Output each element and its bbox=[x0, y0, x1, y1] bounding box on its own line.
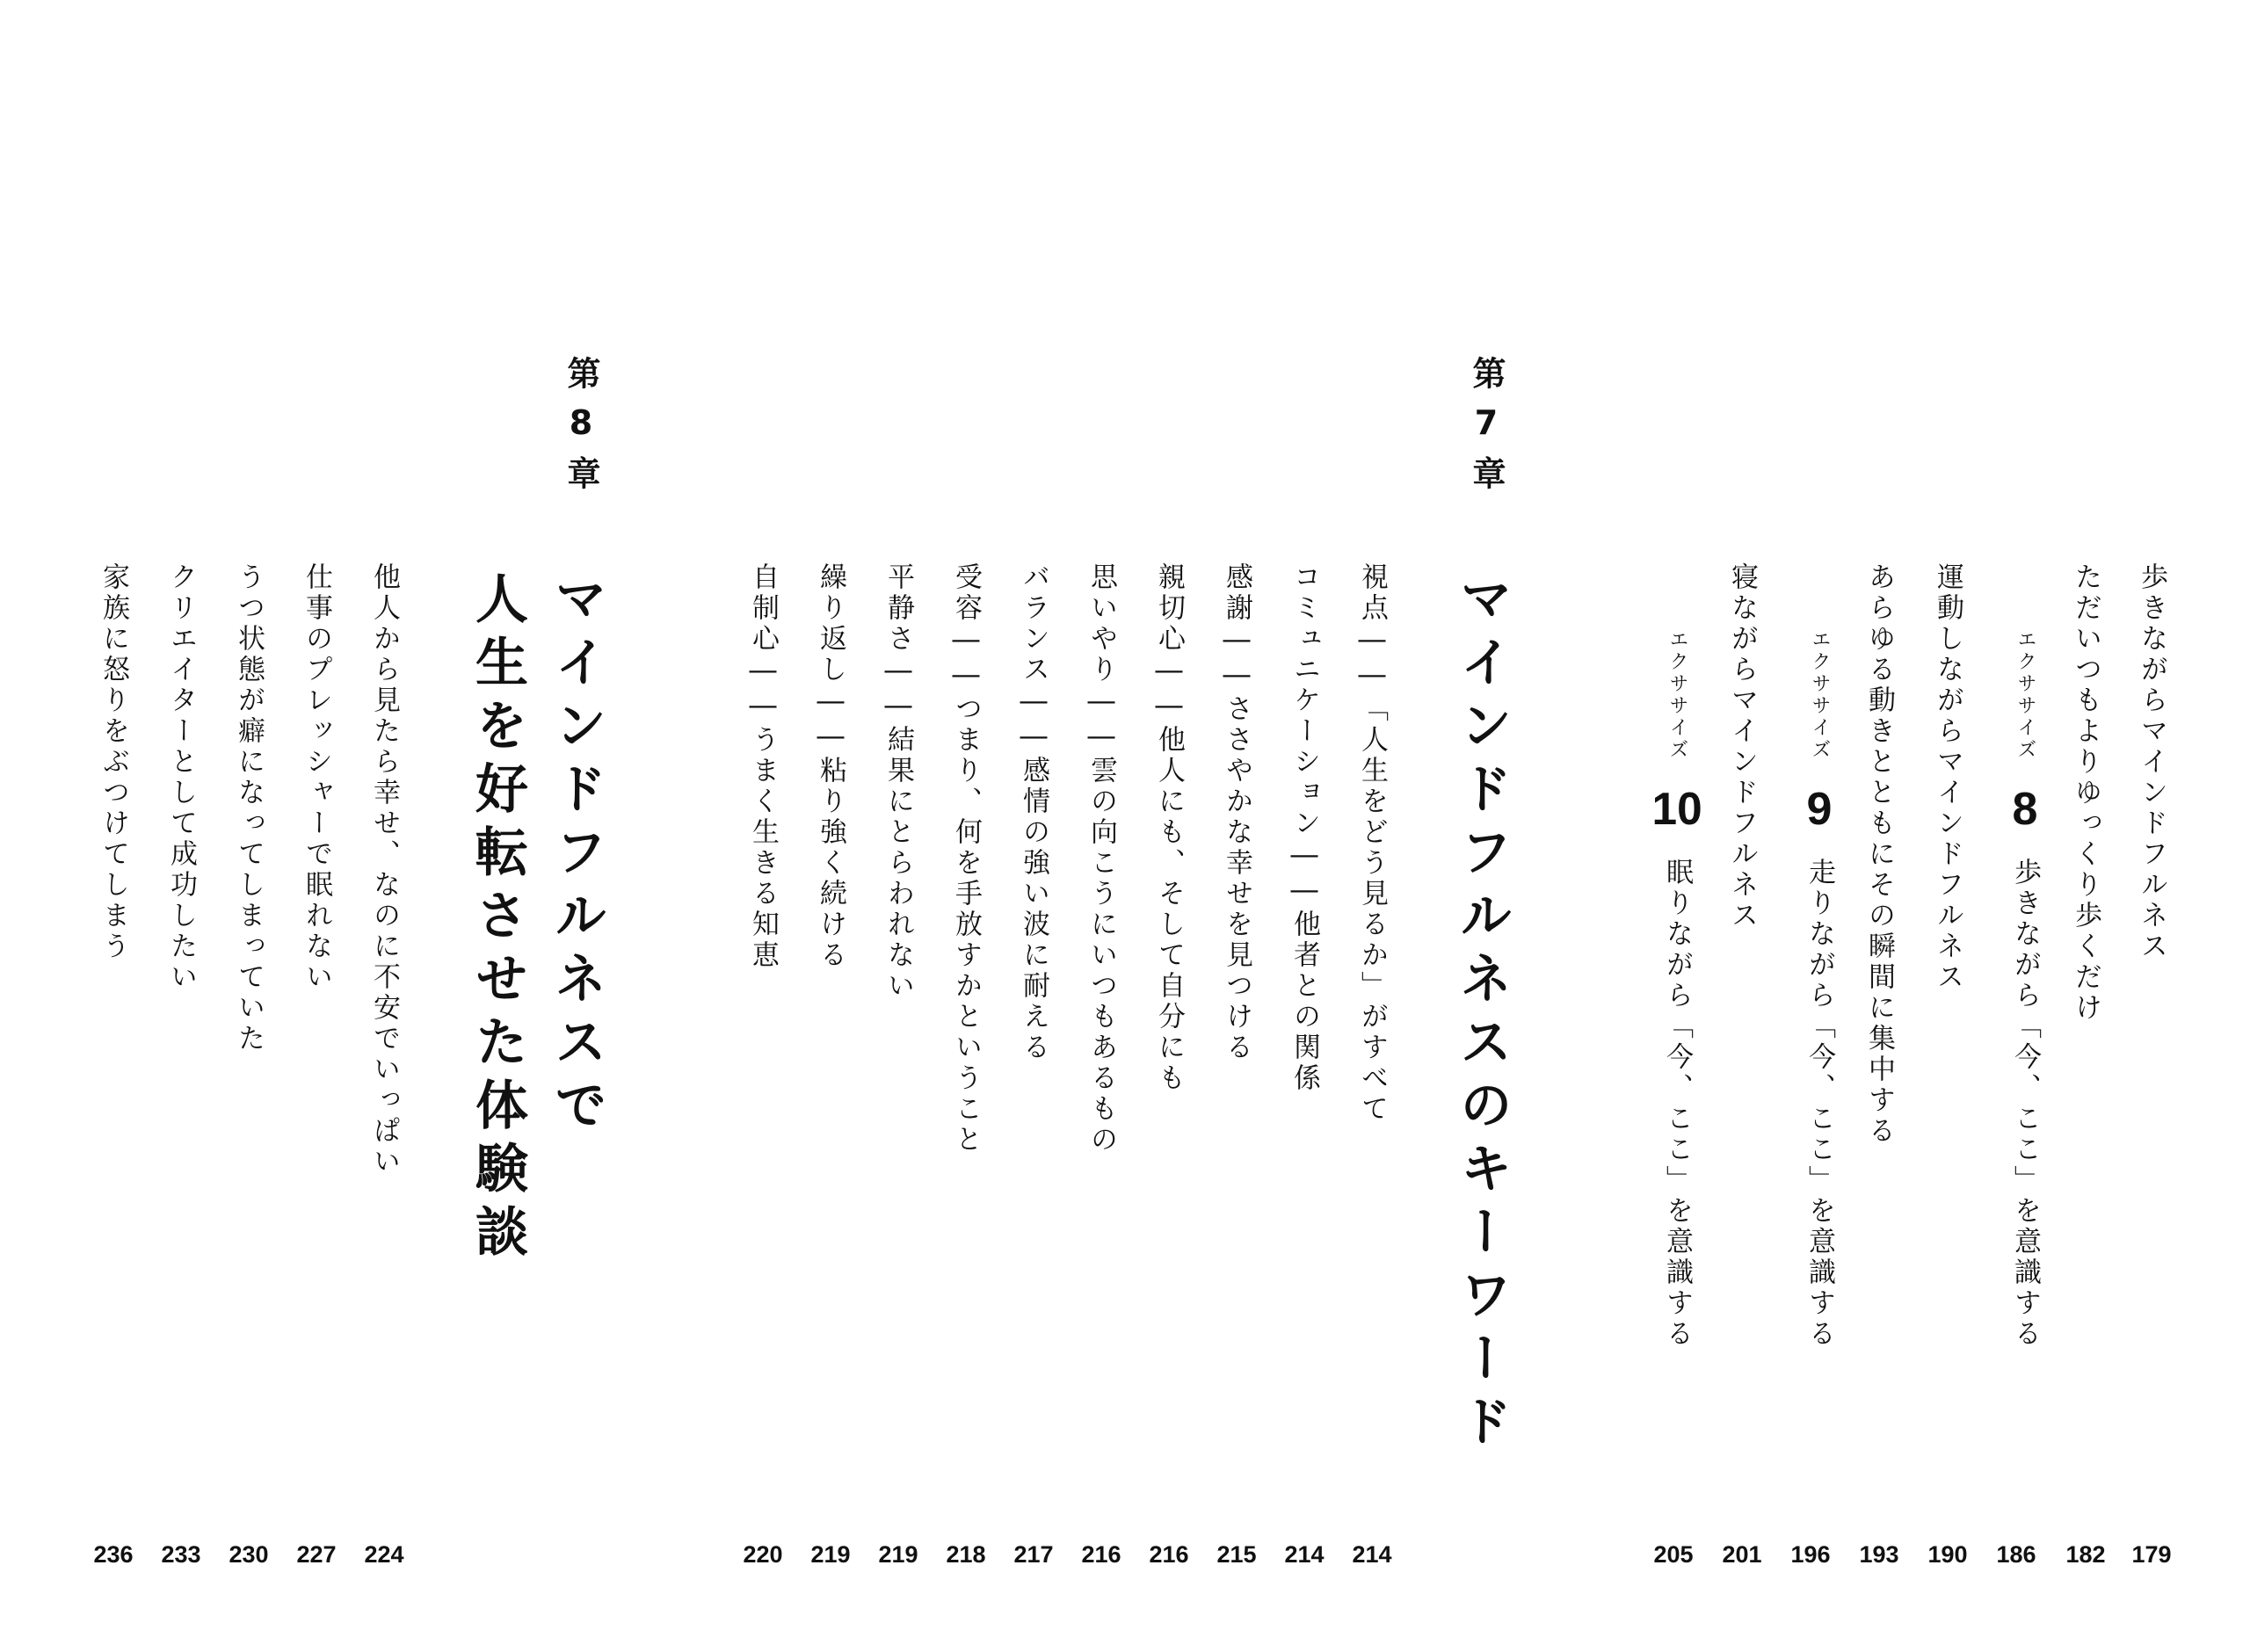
page-number: 201 bbox=[1722, 1541, 1762, 1568]
chapter-title: マインドフルネスのキーワード bbox=[1451, 571, 1513, 1457]
page-number: 216 bbox=[1081, 1541, 1121, 1568]
exercise-title: 眠りながら「今、ここ」を意識する bbox=[1661, 858, 1693, 1350]
page-number: 220 bbox=[743, 1541, 783, 1568]
toc-entry[interactable]: 繰り返し――粘り強く続ける bbox=[815, 562, 846, 971]
toc-entry[interactable]: 思いやり――雲の向こうにいつもあるもの bbox=[1085, 562, 1117, 1156]
toc-entry[interactable]: 平静さ――結果にとらわれない bbox=[882, 562, 914, 1002]
page-number: 214 bbox=[1352, 1541, 1392, 1568]
toc-exercise-entry[interactable] bbox=[2002, 629, 2048, 1350]
toc-entry[interactable]: 受容――つまり、何を手放すかということ bbox=[950, 562, 982, 1156]
chapter-number: 第8章 bbox=[562, 356, 600, 504]
page-number: 193 bbox=[1859, 1541, 1899, 1568]
exercise-label: エクササイズ bbox=[1666, 629, 1688, 761]
page-number: 205 bbox=[1653, 1541, 1694, 1568]
toc-entry[interactable]: 自制心――うまく生きる知恵 bbox=[747, 562, 779, 971]
exercise-title: 歩きながら「今、ここ」を意識する bbox=[2009, 858, 2041, 1350]
exercise-label: エクササイズ bbox=[2014, 629, 2036, 761]
exercise-label: エクササイズ bbox=[1809, 629, 1831, 761]
toc-entry[interactable]: 寝ながらマインドフルネス bbox=[1726, 562, 1758, 931]
page-number: 216 bbox=[1149, 1541, 1189, 1568]
page-number: 219 bbox=[810, 1541, 851, 1568]
page-number: 186 bbox=[1996, 1541, 2036, 1568]
toc-exercise-entry[interactable] bbox=[1651, 629, 1702, 1350]
chapter-title-line-1: マインドフルネスで bbox=[546, 571, 607, 1141]
page-number: 190 bbox=[1927, 1541, 1968, 1568]
toc-entry[interactable]: 歩きながらマインドフルネス bbox=[2136, 562, 2167, 962]
toc-entry[interactable]: 仕事のプレッシャーで眠れない bbox=[301, 562, 332, 993]
exercise-number: 8 bbox=[2012, 786, 2038, 832]
page-number: 217 bbox=[1013, 1541, 1054, 1568]
exercise-title: 走りながら「今、ここ」を意識する bbox=[1804, 858, 1835, 1350]
page-number: 224 bbox=[364, 1541, 404, 1568]
toc-entry[interactable]: うつ状態が癖になってしまっていた bbox=[233, 562, 265, 1054]
toc-entry[interactable]: 他人から見たら幸せ、なのに不安でいっぱい bbox=[368, 562, 400, 1177]
toc-entry[interactable]: ただいつもよりゆっくり歩くだけ bbox=[2070, 562, 2101, 1024]
toc-entry[interactable]: クリエイターとして成功したい bbox=[165, 562, 197, 993]
toc-entry[interactable]: 親切心――他人にも、そして自分にも bbox=[1153, 562, 1185, 1094]
toc-entry[interactable]: バランス――感情の強い波に耐える bbox=[1018, 562, 1049, 1063]
page-number: 219 bbox=[878, 1541, 918, 1568]
page-number: 218 bbox=[946, 1541, 986, 1568]
toc-entry[interactable]: 運動しながらマインドフルネス bbox=[1932, 562, 1963, 993]
toc-exercise-entry[interactable] bbox=[1796, 629, 1842, 1350]
page-number: 215 bbox=[1216, 1541, 1257, 1568]
toc-entry[interactable]: コミュニケーション――他者との関係 bbox=[1288, 562, 1320, 1094]
page-number: 233 bbox=[161, 1541, 201, 1568]
exercise-number: 10 bbox=[1651, 786, 1702, 832]
toc-entry[interactable]: 視点――「人生をどう見るか」がすべて bbox=[1356, 562, 1388, 1125]
page-number: 230 bbox=[229, 1541, 269, 1568]
page-number: 182 bbox=[2065, 1541, 2106, 1568]
page-number: 196 bbox=[1790, 1541, 1831, 1568]
toc-entry[interactable]: あらゆる動きとともにその瞬間に集中する bbox=[1863, 562, 1895, 1147]
page-number: 227 bbox=[296, 1541, 337, 1568]
page-number: 179 bbox=[2131, 1541, 2172, 1568]
page-number: 214 bbox=[1284, 1541, 1325, 1568]
toc-entry[interactable]: 感謝――ささやかな幸せを見つける bbox=[1221, 562, 1252, 1063]
toc-entry[interactable]: 家族に怒りをぶつけてしまう bbox=[98, 562, 129, 962]
page-number: 236 bbox=[93, 1541, 134, 1568]
exercise-number: 9 bbox=[1806, 786, 1833, 832]
chapter-number: 第7章 bbox=[1467, 356, 1506, 504]
chapter-title-line-2: 人生を好転させた体験談 bbox=[467, 571, 528, 1267]
